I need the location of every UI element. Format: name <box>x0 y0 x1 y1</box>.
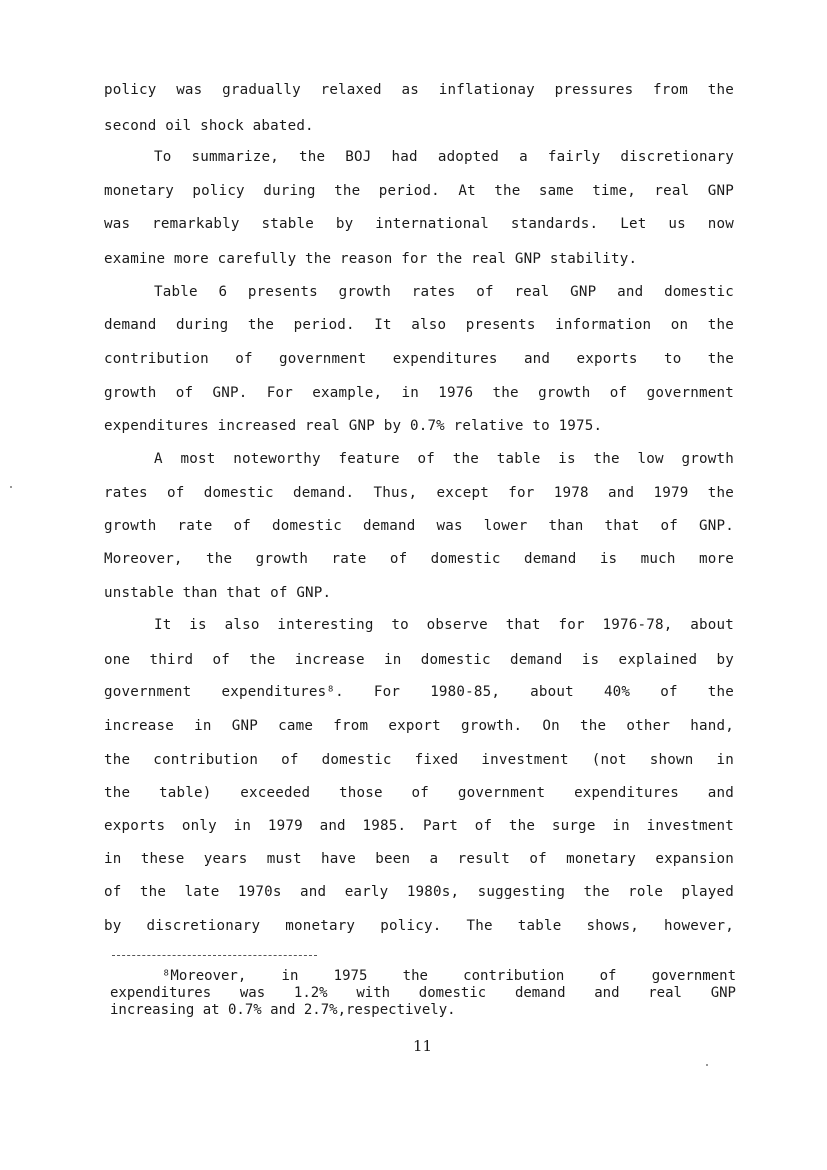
body-line: the table) exceeded those of government expenditures and <box>104 785 734 801</box>
body-line: Table 6 presents growth rates of real GNP and domestic <box>154 284 734 300</box>
body-line: expenditures increased real GNP by 0.7% relative to 1975. <box>104 418 603 434</box>
body-line: of the late 1970s and early 1980s, suggesting the role played <box>104 884 734 900</box>
scan-speck <box>10 486 12 488</box>
body-line: the contribution of domestic fixed investment (not shown in <box>104 752 734 768</box>
body-line: A most noteworthy feature of the table is the low growth <box>154 451 734 467</box>
body-line: one third of the increase in domestic demand is explained by <box>104 652 734 668</box>
footnote-separator <box>112 955 317 956</box>
body-line: growth rate of domestic demand was lower than that of GNP. <box>104 518 734 534</box>
body-line: growth of GNP. For example, in 1976 the growth of government <box>104 385 734 401</box>
body-line: exports only in 1979 and 1985. Part of the surge in investment <box>104 818 734 834</box>
footnote-line: increasing at 0.7% and 2.7%,respectively. <box>110 1002 456 1018</box>
body-line: Moreover, the growth rate of domestic demand is much more <box>104 551 734 567</box>
body-line: government expenditures⁸. For 1980-85, about 40% of the <box>104 684 734 700</box>
body-line: increase in GNP came from export growth. On the other hand, <box>104 718 734 734</box>
body-line: rates of domestic demand. Thus, except for 1978 and 1979 the <box>104 485 734 501</box>
body-line: contribution of government expenditures and exports to the <box>104 351 734 367</box>
body-line: unstable than that of GNP. <box>104 585 332 601</box>
body-line: demand during the period. It also presents information on the <box>104 317 734 333</box>
body-line: examine more carefully the reason for the real GNP stability. <box>104 251 638 267</box>
body-line: in these years must have been a result of monetary expansion <box>104 851 734 867</box>
footnote-line: ⁸Moreover, in 1975 the contribution of government <box>162 968 736 984</box>
body-line: by discretionary monetary policy. The table shows, however, <box>104 918 734 934</box>
page-number: 11 <box>413 1037 433 1055</box>
footnote-line: expenditures was 1.2% with domestic demand and real GNP <box>110 985 736 1001</box>
body-line: To summarize, the BOJ had adopted a fairly discretionary <box>154 149 734 165</box>
body-line: It is also interesting to observe that for 1976-78, about <box>154 617 734 633</box>
body-line: second oil shock abated. <box>104 118 314 134</box>
body-line: policy was gradually relaxed as inflationay pressures from the <box>104 82 734 98</box>
scan-speck <box>706 1064 708 1066</box>
body-line: monetary policy during the period. At the same time, real GNP <box>104 183 734 199</box>
body-line: was remarkably stable by international standards. Let us now <box>104 216 734 232</box>
